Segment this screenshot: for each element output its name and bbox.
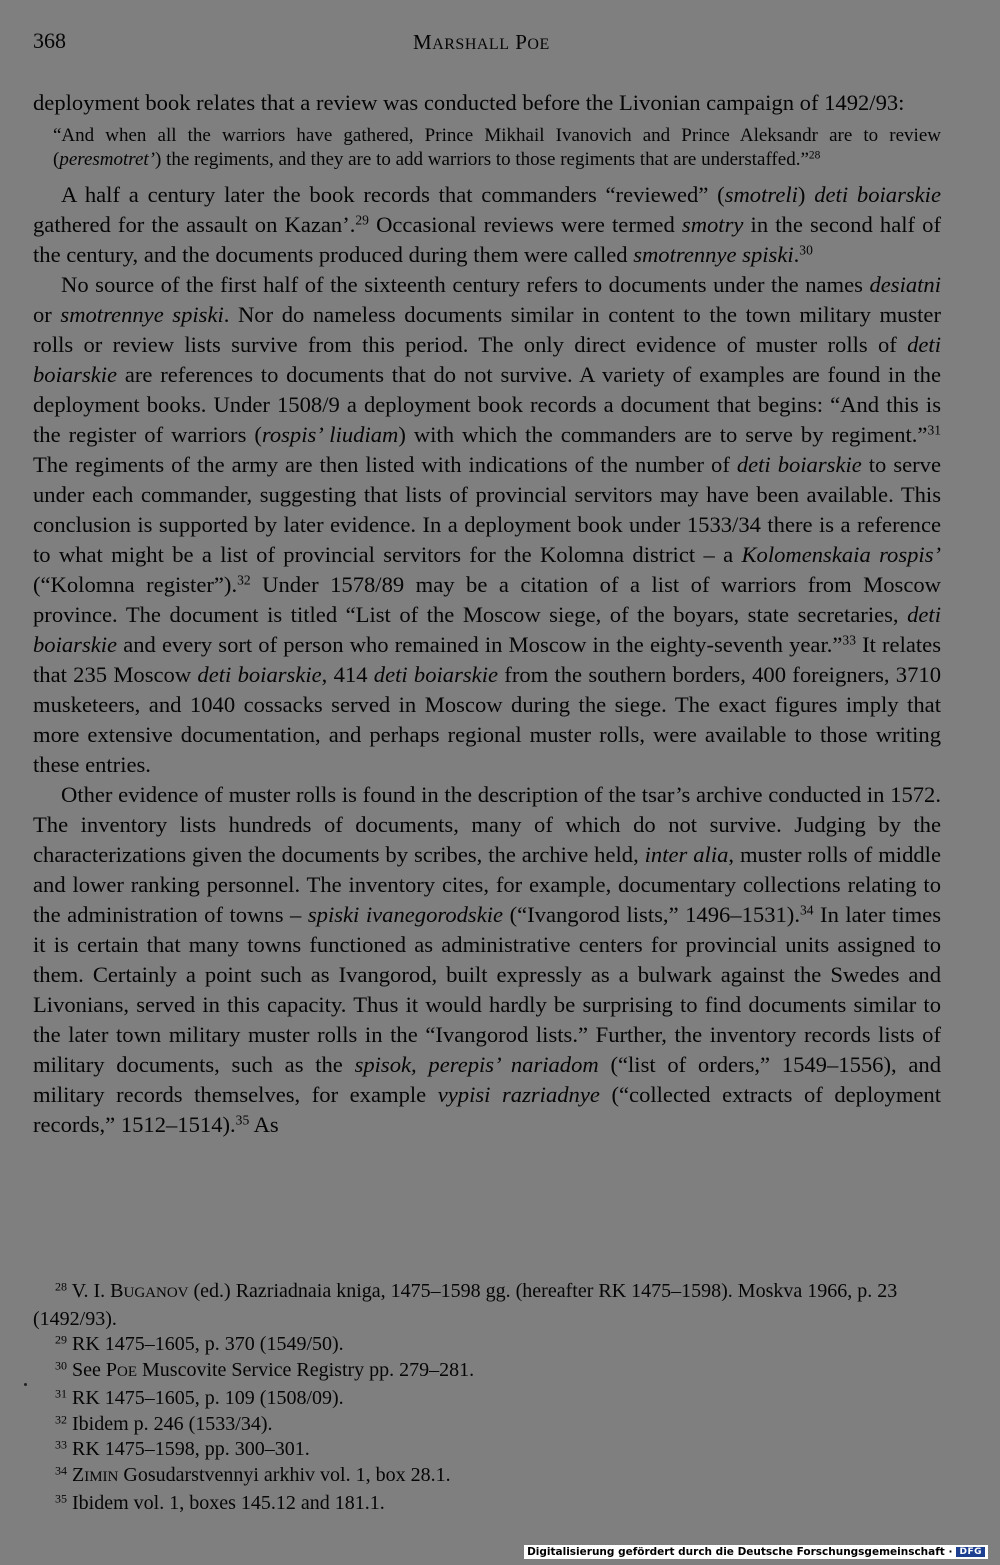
dfg-logo: DFG	[956, 1547, 985, 1557]
running-head: MARSHALL POE	[413, 30, 550, 54]
paragraph: Other evidence of muster rolls is found in the description of the tsar’s archive conducted in 1572. The inventory lists hundreds of documents, many of which do not survive. Judging by the characterizations given the documents by scribes, the archive held, inter alia, muster rolls of middle and lower ranking personnel. The inventory cites, for example, documentary collections relating to the administration of towns – spiski ivanegorodskie (“Ivangorod lists,” 1496–1531).$^{34}$ In later times it is certain that many towns functioned as administrative centers for provincial units assigned to them. Certainly a point such as Ivangorod, built expressly as a bulwark against the Swedes and Livonians, served in this capacity. Thus it would hardly be surprising to find documents similar to the later town military muster rolls in the “Ivangorod lists.” Further, the inventory records lists of military documents, such as the spisok, perepis’ nariadom (“list of orders,” 1549–1556), and military records themselves, for example vypisi razriadnye (“collected extracts of deployment records,” 1512–1514).$^{35}$ As	[33, 782, 941, 1137]
footnote: $^{29}$ RK 1475–1605, p. 370 (1549/50).	[55, 1332, 344, 1356]
footnote: $^{32}$ Ibidem p. 246 (1533/34).	[55, 1411, 273, 1435]
paragraph: A half a century later the book records that commanders “reviewed” (smotreli) deti boiarskie gathered for the assault on Kazan’.$^{29}$ Occasional reviews were termed smotry in the second half of the century, and the documents produced during them were called smotrennye spiski.$^{30}$	[33, 182, 941, 267]
footnote: $^{33}$ RK 1475–1598, pp. 300–301.	[55, 1437, 310, 1461]
footnotes	[33, 1279, 941, 1516]
footnote-ref: 35	[235, 1112, 250, 1128]
paragraph: No source of the first half of the sixteenth century refers to documents under the names desiatni or smotrennye spiski. Nor do nameless documents similar in content to the town military muster rolls or review lists survive from this period. The only direct evidence of muster rolls of deti boiarskie are references to documents that do not survive. A variety of examples are found in the deployment books. Under 1508/9 a deployment book records a document that begins: “And this is the register of warriors (rospis’ liudiam) with which the commanders are to serve by regiment.”$^{31}$ The regiments of the army are then listed with indications of the number of deti boiarskie to serve under each commander, suggesting that lists of provincial servitors may have been available. This conclusion is supported by later evidence. In a deployment book under 1533/34 there is a reference to what might be a list of provincial servitors for the Kolomna district – a Kolomenskaia rospis’ (“Kolomna register”).$^{32}$ Under 1578/89 may be a citation of a list of warriors from Moscow province. The document is titled “List of the Moscow siege, of the boyars, state secretaries, deti boiarskie and every sort of person who remained in Moscow in the eighty-seventh year.”$^{33}$ It relates that 235 Moscow deti boiarskie, 414 deti boiarskie from the southern borders, 400 foreigners, 3710 musketeers, and 1040 cossacks served in Moscow during the siege. The exact figures imply that more extensive documentation, and perhaps regional muster rolls, were available to those writing these entries.	[33, 272, 942, 777]
paragraph: deployment book relates that a review was conducted before the Livonian campaign of 1492/93:	[33, 90, 905, 115]
dfg-credit-bar	[524, 1545, 988, 1559]
footnote-ref: 34	[799, 902, 814, 918]
body-text	[33, 88, 941, 1140]
footnote-ref: 31	[927, 422, 942, 438]
footnote-ref: 28	[808, 149, 821, 162]
footnote: $^{28}$ V. I. BUGANOV (ed.) Razriadnaia kniga, 1475–1598 gg. (hereafter RK 1475–1598). Moskva 1966, p. 23 (1492/93).	[33, 1279, 898, 1330]
footnote-ref: 32	[237, 572, 251, 588]
scan-speck	[24, 1383, 27, 1386]
footnote-ref: 33	[842, 632, 856, 648]
page-number: 368	[33, 28, 66, 53]
footnote: $^{31}$ RK 1475–1605, p. 109 (1508/09).	[55, 1386, 344, 1409]
dfg-credit-text: Digitalisierung gefördert durch die Deutsche Forschungsgemeinschaft ·	[527, 1546, 953, 1558]
footnote-ref: 29	[355, 212, 369, 228]
footnote-ref: 30	[799, 242, 813, 258]
footnote: $^{30}$ See POE Muscovite Service Registry pp. 279–281.	[55, 1358, 475, 1382]
footnote: $^{34}$ ZIMIN Gosudarstvennyi arkhiv vol. 1, box 28.1.	[55, 1463, 451, 1486]
footnote: $^{35}$ Ibidem vol. 1, boxes 145.12 and 181.1.	[55, 1491, 385, 1514]
block-quote: “And when all the warriors have gathered, Prince Mikhail Ivanovich and Prince Aleksandr are to review (peresmotret’) the regiments, and they are to add warriors to those regiments that are understaffed.”$^{28}$	[53, 125, 941, 170]
